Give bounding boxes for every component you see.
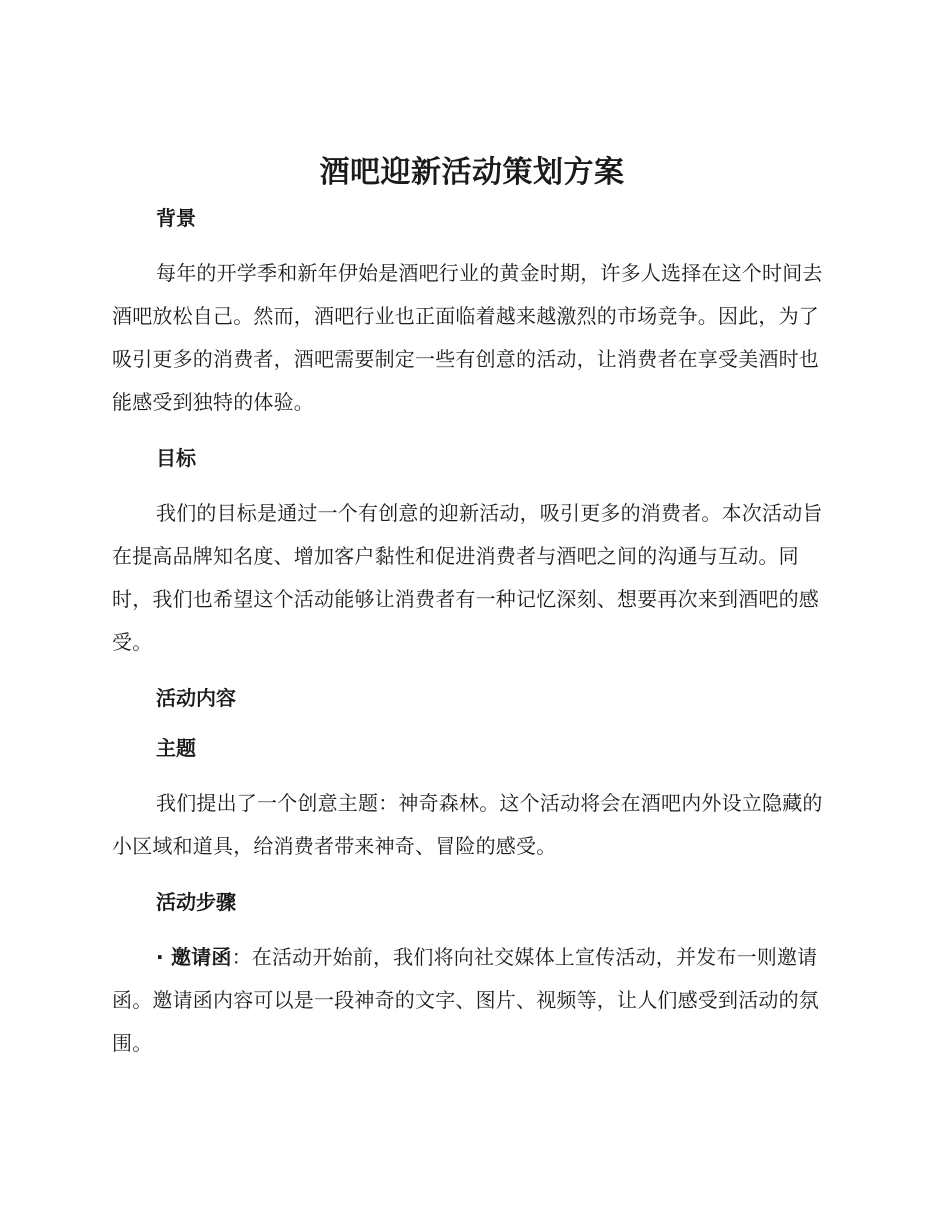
theme-paragraph: 我们提出了一个创意主题：神奇森林。这个活动将会在酒吧内外设立隐藏的小区域和道具，给消费者带来神奇、冒险的感受。 [112,791,823,858]
document-title: 酒吧迎新活动策划方案 [319,155,625,190]
step-text-invitation: 在活动开始前，我们将向社交媒体上宣传活动，并发布一则邀请函。邀请函内容可以是一段神奇的文字、图片、视频等，让人们感受到活动的氛围。 [112,945,819,1055]
goal-paragraph: 我们的目标是通过一个有创意的迎新活动，吸引更多的消费者。本次活动旨在提高品牌知名度、增加客户黏性和促进消费者与酒吧之间的沟通与互动。同时，我们也希望这个活动能够让消费者有一种记忆深刻、想要再次来到酒吧的感受。 [112,501,823,654]
step-bullet: · [156,945,171,969]
section-heading-background: 背景 [156,206,196,230]
step-separator: ： [231,945,252,969]
section-heading-theme: 主题 [156,736,196,760]
section-heading-activity-content: 活动内容 [156,686,236,710]
step-item-invitation [112,936,832,1065]
background-paragraph: 每年的开学季和新年伊始是酒吧行业的黄金时期，许多人选择在这个时间去酒吧放松自己。然而，酒吧行业也正面临着越来越激烈的市场竞争。因此，为了吸引更多的消费者，酒吧需要制定一些有创意的活动，让消费者在享受美酒时也能感受到独特的体验。 [112,261,823,414]
document-body [112,150,832,1083]
section-heading-activity-steps: 活动步骤 [156,890,236,914]
section-heading-goal: 目标 [156,446,196,470]
step-label-invitation: 邀请函 [170,945,232,969]
